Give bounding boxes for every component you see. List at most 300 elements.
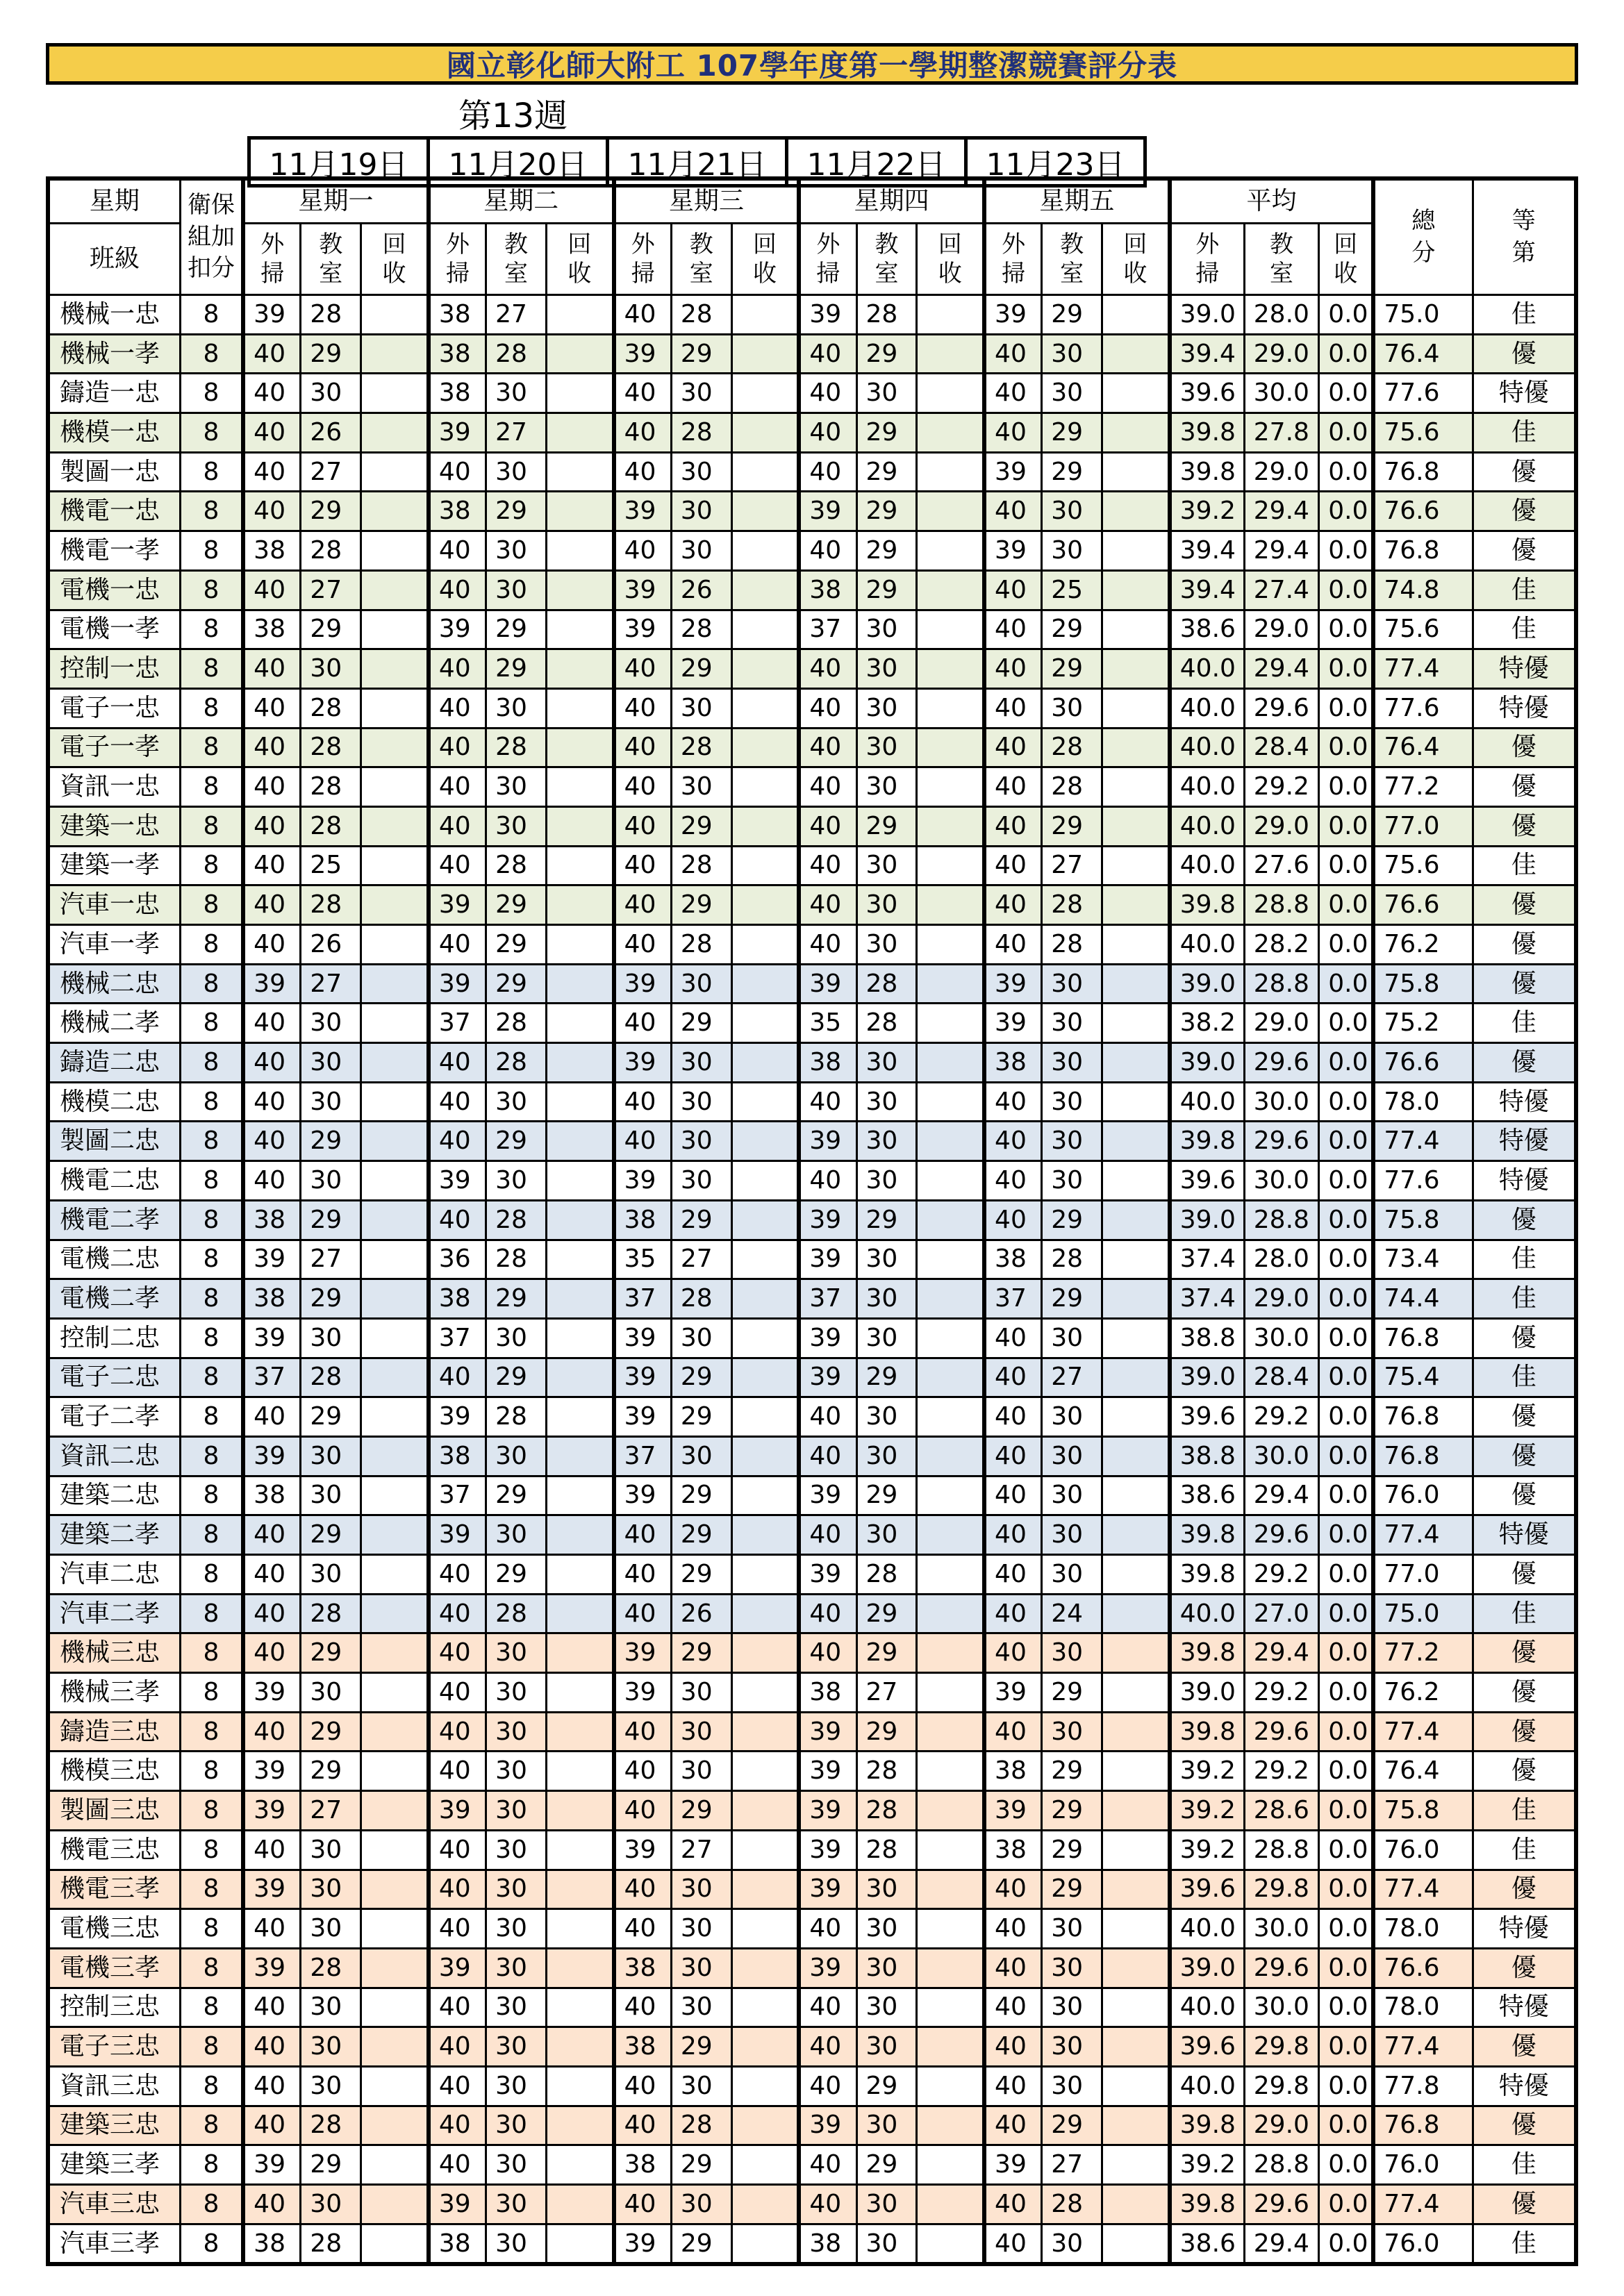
recycle-score-cell: [917, 1948, 984, 1988]
bonus-cell: 8: [180, 1752, 243, 1791]
avg-classroom-cell: 29.4: [1244, 492, 1319, 531]
recycle-score-cell: [917, 334, 984, 374]
grade-cell: 佳: [1473, 610, 1576, 649]
avg-classroom-cell: 30.0: [1244, 1909, 1319, 1949]
total-score-cell: 76.8: [1373, 2106, 1473, 2145]
total-score-cell: 76.4: [1373, 334, 1473, 374]
classroom-score-cell: 30: [856, 767, 917, 807]
classroom-score-cell: 28: [301, 688, 361, 728]
avg-outdoor-cell: 40.0: [1170, 1082, 1245, 1122]
recycle-score-cell: [1102, 1673, 1170, 1713]
avg-outdoor-cell: 39.8: [1170, 2106, 1245, 2145]
outdoor-score-cell: 38: [429, 2224, 486, 2264]
table-row: [48, 1791, 1576, 1831]
outdoor-score-cell: 37: [614, 1436, 672, 1476]
outdoor-score-cell: 38: [429, 334, 486, 374]
classroom-score-cell: 30: [671, 1712, 731, 1752]
recycle-score-cell: [361, 925, 429, 965]
outdoor-score-cell: 40: [614, 688, 672, 728]
outdoor-score-cell: 40: [429, 1633, 486, 1673]
recycle-score-cell: [917, 688, 984, 728]
outdoor-score-cell: 38: [429, 1279, 486, 1319]
outdoor-score-cell: 39: [984, 295, 1042, 335]
avg-recycle-cell: 0.0: [1319, 1436, 1374, 1476]
recycle-score-cell: [361, 964, 429, 1004]
grade-cell: 優: [1473, 1633, 1576, 1673]
avg-recycle-cell: 0.0: [1319, 728, 1374, 767]
classroom-score-cell: 29: [1042, 1200, 1102, 1240]
recycle-score-cell: [1102, 1397, 1170, 1437]
bonus-cell: 8: [180, 2224, 243, 2264]
outdoor-score-cell: 40: [614, 1909, 672, 1949]
avg-recycle-cell: 0.0: [1319, 1122, 1374, 1161]
table-row: [48, 570, 1576, 610]
outdoor-score-cell: 39: [984, 1791, 1042, 1831]
classroom-score-cell: 30: [486, 1909, 547, 1949]
class-name-cell: 機電二孝: [48, 1200, 180, 1240]
classroom-score-cell: 29: [856, 1594, 917, 1633]
avg-outdoor-cell: 38.8: [1170, 1436, 1245, 1476]
outdoor-score-cell: 39: [799, 1712, 856, 1752]
outdoor-score-cell: 40: [243, 1397, 301, 1437]
classroom-score-cell: 28: [671, 846, 731, 885]
class-name-cell: 機械一忠: [48, 295, 180, 335]
outdoor-score-cell: 40: [799, 374, 856, 413]
recycle-score-cell: [361, 610, 429, 649]
total-score-cell: 77.6: [1373, 1161, 1473, 1201]
outdoor-score-cell: 40: [429, 1988, 486, 2027]
classroom-score-cell: 29: [1042, 295, 1102, 335]
avg-outdoor-cell: 40.0: [1170, 925, 1245, 965]
outdoor-score-cell: 40: [429, 2145, 486, 2185]
outdoor-score-cell: 40: [429, 1712, 486, 1752]
class-name-cell: 機械二孝: [48, 1004, 180, 1043]
classroom-score-cell: 30: [856, 1240, 917, 1279]
avg-outdoor-cell: 40.0: [1170, 1988, 1245, 2027]
classroom-score-cell: 27: [301, 452, 361, 492]
recycle-score-cell: [361, 1830, 429, 1870]
classroom-score-cell: 27: [486, 413, 547, 453]
recycle-score-cell: [1102, 1476, 1170, 1515]
grade-cell: 特優: [1473, 2066, 1576, 2106]
classroom-score-cell: 30: [486, 1673, 547, 1713]
outdoor-score-cell: 39: [429, 2185, 486, 2224]
classroom-score-cell: 29: [671, 2027, 731, 2067]
outdoor-score-cell: 40: [799, 649, 856, 689]
outdoor-score-cell: 39: [984, 452, 1042, 492]
classroom-score-cell: 29: [856, 1712, 917, 1752]
classroom-score-cell: 29: [671, 2145, 731, 2185]
avg-recycle-cell: 0.0: [1319, 1673, 1374, 1713]
table-row: [48, 649, 1576, 689]
grade-cell: 優: [1473, 2106, 1576, 2145]
avg-classroom-cell: 28.8: [1244, 1200, 1319, 1240]
table-row: [48, 1200, 1576, 1240]
outdoor-clean-header: 外 掃: [1170, 224, 1245, 295]
recycle-score-cell: [361, 1633, 429, 1673]
table-row: [48, 767, 1576, 807]
bonus-cell: 8: [180, 1673, 243, 1713]
outdoor-score-cell: 39: [429, 1161, 486, 1201]
total-score-cell: 77.2: [1373, 1633, 1473, 1673]
recycle-score-cell: [917, 2066, 984, 2106]
avg-outdoor-cell: 39.0: [1170, 1200, 1245, 1240]
classroom-score-cell: 30: [1042, 1436, 1102, 1476]
avg-recycle-cell: 0.0: [1319, 1358, 1374, 1397]
classroom-score-cell: 29: [856, 1476, 917, 1515]
recycle-score-cell: [1102, 846, 1170, 885]
recycle-score-cell: [1102, 925, 1170, 965]
outdoor-score-cell: 39: [614, 1673, 672, 1713]
recycle-score-cell: [546, 925, 613, 965]
grade-cell: 優: [1473, 1397, 1576, 1437]
classroom-score-cell: 29: [671, 1791, 731, 1831]
classroom-score-cell: 30: [1042, 1318, 1102, 1358]
avg-classroom-cell: 28.4: [1244, 728, 1319, 767]
avg-classroom-cell: 29.2: [1244, 767, 1319, 807]
outdoor-score-cell: 40: [614, 1594, 672, 1633]
total-score-cell: 74.8: [1373, 570, 1473, 610]
recycle-score-cell: [546, 492, 613, 531]
outdoor-score-cell: 40: [799, 1909, 856, 1949]
outdoor-score-cell: 40: [429, 1673, 486, 1713]
outdoor-score-cell: 38: [614, 1200, 672, 1240]
outdoor-score-cell: 40: [614, 806, 672, 846]
classroom-score-cell: 26: [301, 413, 361, 453]
recycle-score-cell: [361, 1673, 429, 1713]
outdoor-score-cell: 40: [984, 1515, 1042, 1555]
classroom-score-cell: 30: [486, 2027, 547, 2067]
recycle-score-cell: [361, 1161, 429, 1201]
class-name-cell: 建築一忠: [48, 806, 180, 846]
classroom-score-cell: 29: [486, 925, 547, 965]
classroom-score-cell: 28: [671, 728, 731, 767]
grade-cell: 優: [1473, 728, 1576, 767]
day-header-mon: 星期一: [243, 178, 429, 224]
classroom-score-cell: 30: [671, 964, 731, 1004]
avg-classroom-cell: 29.6: [1244, 1515, 1319, 1555]
recycle-score-cell: [546, 2224, 613, 2264]
classroom-score-cell: 29: [301, 610, 361, 649]
classroom-score-cell: 30: [1042, 334, 1102, 374]
outdoor-score-cell: 40: [243, 1633, 301, 1673]
recycle-score-cell: [546, 1436, 613, 1476]
outdoor-score-cell: 40: [614, 2106, 672, 2145]
grade-header: 等 第: [1473, 178, 1576, 295]
recycle-score-cell: [731, 964, 799, 1004]
recycle-score-cell: [1102, 1318, 1170, 1358]
classroom-score-cell: 30: [671, 1043, 731, 1083]
recycle-score-cell: [546, 1318, 613, 1358]
outdoor-score-cell: 40: [984, 767, 1042, 807]
classroom-score-cell: 29: [671, 334, 731, 374]
avg-recycle-cell: 0.0: [1319, 452, 1374, 492]
table-row: [48, 728, 1576, 767]
outdoor-score-cell: 40: [799, 688, 856, 728]
recycle-score-cell: [361, 374, 429, 413]
avg-classroom-cell: 28.6: [1244, 1791, 1319, 1831]
bonus-cell: 8: [180, 334, 243, 374]
outdoor-score-cell: 40: [984, 1712, 1042, 1752]
classroom-score-cell: 27: [301, 570, 361, 610]
total-score-cell: 76.6: [1373, 492, 1473, 531]
recycle-score-cell: [731, 1752, 799, 1791]
grade-cell: 佳: [1473, 295, 1576, 335]
outdoor-score-cell: 39: [614, 492, 672, 531]
recycle-score-cell: [1102, 1830, 1170, 1870]
bonus-cell: 8: [180, 1712, 243, 1752]
recycle-score-cell: [1102, 1594, 1170, 1633]
recycle-score-cell: [361, 846, 429, 885]
recycle-score-cell: [917, 1476, 984, 1515]
classroom-score-cell: 30: [1042, 1004, 1102, 1043]
outdoor-score-cell: 39: [984, 1673, 1042, 1713]
bonus-cell: 8: [180, 1594, 243, 1633]
recycle-score-cell: [546, 1515, 613, 1555]
classroom-header: 教 室: [486, 224, 547, 295]
classroom-score-cell: 29: [1042, 649, 1102, 689]
outdoor-score-cell: 40: [799, 2185, 856, 2224]
class-name-cell: 建築二孝: [48, 1515, 180, 1555]
outdoor-score-cell: 40: [243, 570, 301, 610]
classroom-score-cell: 29: [671, 1476, 731, 1515]
outdoor-score-cell: 40: [243, 2027, 301, 2067]
outdoor-score-cell: 40: [243, 1988, 301, 2027]
outdoor-score-cell: 38: [614, 2027, 672, 2067]
outdoor-score-cell: 40: [614, 1122, 672, 1161]
avg-classroom-cell: 27.6: [1244, 846, 1319, 885]
outdoor-score-cell: 40: [799, 1633, 856, 1673]
avg-classroom-cell: 30.0: [1244, 1082, 1319, 1122]
outdoor-score-cell: 40: [243, 688, 301, 728]
outdoor-score-cell: 40: [984, 1909, 1042, 1949]
table-row: [48, 1476, 1576, 1515]
avg-classroom-cell: 29.6: [1244, 1948, 1319, 1988]
outdoor-score-cell: 39: [614, 1043, 672, 1083]
outdoor-score-cell: 38: [799, 2224, 856, 2264]
outdoor-score-cell: 38: [984, 1240, 1042, 1279]
avg-outdoor-cell: 38.6: [1170, 1476, 1245, 1515]
recycle-score-cell: [917, 1594, 984, 1633]
class-name-cell: 建築三孝: [48, 2145, 180, 2185]
avg-classroom-cell: 29.4: [1244, 531, 1319, 571]
bonus-cell: 8: [180, 846, 243, 885]
outdoor-score-cell: 39: [614, 610, 672, 649]
outdoor-score-cell: 40: [243, 925, 301, 965]
classroom-score-cell: 27: [671, 1240, 731, 1279]
recycle-score-cell: [917, 1122, 984, 1161]
table-row: [48, 1830, 1576, 1870]
avg-classroom-cell: 29.0: [1244, 610, 1319, 649]
total-score-cell: 76.8: [1373, 1397, 1473, 1437]
classroom-score-cell: 28: [856, 964, 917, 1004]
grade-cell: 優: [1473, 492, 1576, 531]
class-name-cell: 建築一孝: [48, 846, 180, 885]
outdoor-score-cell: 40: [799, 1397, 856, 1437]
day-header-tue: 星期二: [429, 178, 614, 224]
outdoor-score-cell: 40: [429, 1870, 486, 1909]
outdoor-score-cell: 38: [243, 610, 301, 649]
classroom-score-cell: 28: [1042, 767, 1102, 807]
outdoor-score-cell: 39: [429, 1515, 486, 1555]
total-header: 總 分: [1373, 178, 1473, 295]
classroom-score-cell: 28: [301, 295, 361, 335]
class-name-cell: 資訊三忠: [48, 2066, 180, 2106]
recycle-score-cell: [917, 2106, 984, 2145]
grade-cell: 優: [1473, 1436, 1576, 1476]
classroom-score-cell: 30: [486, 2145, 547, 2185]
recycle-score-cell: [361, 295, 429, 335]
bonus-cell: 8: [180, 1988, 243, 2027]
classroom-score-cell: 29: [1042, 1870, 1102, 1909]
outdoor-score-cell: 40: [243, 413, 301, 453]
avg-recycle-cell: 0.0: [1319, 846, 1374, 885]
classroom-score-cell: 28: [486, 334, 547, 374]
recycle-score-cell: [731, 452, 799, 492]
bonus-cell: 8: [180, 1279, 243, 1319]
outdoor-score-cell: 39: [243, 1436, 301, 1476]
recycle-score-cell: [546, 1988, 613, 2027]
bonus-cell: 8: [180, 452, 243, 492]
classroom-score-cell: 30: [856, 1122, 917, 1161]
outdoor-score-cell: 39: [429, 1397, 486, 1437]
grade-cell: 特優: [1473, 1515, 1576, 1555]
classroom-score-cell: 30: [1042, 1712, 1102, 1752]
outdoor-score-cell: 40: [243, 649, 301, 689]
avg-recycle-cell: 0.0: [1319, 806, 1374, 846]
class-name-cell: 汽車二孝: [48, 1594, 180, 1633]
recycle-score-cell: [361, 1594, 429, 1633]
class-name-cell: 製圖三忠: [48, 1791, 180, 1831]
outdoor-score-cell: 40: [614, 728, 672, 767]
total-score-cell: 74.4: [1373, 1279, 1473, 1319]
recycle-score-cell: [546, 1240, 613, 1279]
recycle-score-cell: [361, 1909, 429, 1949]
recycle-score-cell: [361, 413, 429, 453]
outdoor-score-cell: 39: [614, 1830, 672, 1870]
recycle-score-cell: [1102, 688, 1170, 728]
classroom-score-cell: 29: [1042, 610, 1102, 649]
avg-classroom-cell: 29.0: [1244, 334, 1319, 374]
recycle-header: 回 收: [1319, 224, 1374, 295]
classroom-score-cell: 29: [301, 1200, 361, 1240]
avg-outdoor-cell: 39.6: [1170, 1161, 1245, 1201]
avg-recycle-cell: 0.0: [1319, 2145, 1374, 2185]
classroom-score-cell: 26: [671, 1594, 731, 1633]
outdoor-score-cell: 40: [984, 610, 1042, 649]
outdoor-score-cell: 40: [429, 1594, 486, 1633]
recycle-score-cell: [731, 1397, 799, 1437]
recycle-score-cell: [361, 1043, 429, 1083]
recycle-score-cell: [731, 2027, 799, 2067]
table-row: [48, 2027, 1576, 2067]
outdoor-clean-header: 外 掃: [243, 224, 301, 295]
recycle-score-cell: [361, 2185, 429, 2224]
recycle-score-cell: [731, 885, 799, 925]
outdoor-score-cell: 40: [429, 1909, 486, 1949]
outdoor-score-cell: 39: [614, 2224, 672, 2264]
recycle-score-cell: [1102, 1870, 1170, 1909]
class-name-cell: 機電三忠: [48, 1830, 180, 1870]
table-row: [48, 2145, 1576, 2185]
class-name-cell: 製圖一忠: [48, 452, 180, 492]
recycle-score-cell: [361, 2106, 429, 2145]
bonus-cell: 8: [180, 1004, 243, 1043]
bonus-cell: 8: [180, 1909, 243, 1949]
avg-outdoor-cell: 40.0: [1170, 806, 1245, 846]
avg-outdoor-cell: 39.6: [1170, 1870, 1245, 1909]
grade-cell: 佳: [1473, 1791, 1576, 1831]
recycle-score-cell: [546, 688, 613, 728]
recycle-score-cell: [361, 1988, 429, 2027]
recycle-score-cell: [731, 374, 799, 413]
recycle-score-cell: [1102, 334, 1170, 374]
grade-cell: 優: [1473, 452, 1576, 492]
outdoor-clean-header: 外 掃: [984, 224, 1042, 295]
classroom-score-cell: 30: [301, 649, 361, 689]
recycle-score-cell: [731, 334, 799, 374]
avg-classroom-cell: 29.6: [1244, 2185, 1319, 2224]
recycle-score-cell: [361, 1791, 429, 1831]
classroom-score-cell: 28: [671, 2106, 731, 2145]
classroom-score-cell: 30: [856, 925, 917, 965]
avg-classroom-cell: 29.4: [1244, 1633, 1319, 1673]
outdoor-score-cell: 40: [984, 570, 1042, 610]
table-row: [48, 413, 1576, 453]
outdoor-score-cell: 40: [243, 1043, 301, 1083]
outdoor-score-cell: 40: [799, 846, 856, 885]
avg-outdoor-cell: 39.6: [1170, 374, 1245, 413]
outdoor-score-cell: 38: [984, 1752, 1042, 1791]
grade-cell: 優: [1473, 1870, 1576, 1909]
classroom-score-cell: 30: [856, 1279, 917, 1319]
classroom-score-cell: 30: [301, 1555, 361, 1595]
classroom-score-cell: 28: [486, 1240, 547, 1279]
total-score-cell: 75.2: [1373, 1004, 1473, 1043]
table-row: [48, 1673, 1576, 1713]
recycle-score-cell: [1102, 1043, 1170, 1083]
classroom-score-cell: 30: [856, 2185, 917, 2224]
classroom-score-cell: 30: [301, 374, 361, 413]
classroom-score-cell: 30: [301, 2066, 361, 2106]
table-row: [48, 1436, 1576, 1476]
table-row: [48, 1594, 1576, 1633]
avg-recycle-cell: 0.0: [1319, 1594, 1374, 1633]
grade-cell: 優: [1473, 964, 1576, 1004]
recycle-score-cell: [1102, 1161, 1170, 1201]
grade-cell: 優: [1473, 1948, 1576, 1988]
recycle-score-cell: [731, 1594, 799, 1633]
outdoor-score-cell: 40: [243, 767, 301, 807]
outdoor-score-cell: 40: [429, 728, 486, 767]
classroom-score-cell: 29: [856, 1358, 917, 1397]
classroom-score-cell: 30: [671, 1436, 731, 1476]
classroom-score-cell: 30: [1042, 964, 1102, 1004]
recycle-header: 回 收: [546, 224, 613, 295]
table-row: [48, 2106, 1576, 2145]
classroom-score-cell: 30: [671, 1122, 731, 1161]
outdoor-score-cell: 38: [614, 1948, 672, 1988]
outdoor-score-cell: 40: [614, 1791, 672, 1831]
classroom-score-cell: 30: [486, 2185, 547, 2224]
recycle-score-cell: [361, 1870, 429, 1909]
classroom-score-cell: 29: [486, 492, 547, 531]
recycle-score-cell: [731, 1988, 799, 2027]
classroom-score-cell: 30: [1042, 1555, 1102, 1595]
outdoor-score-cell: 40: [799, 1161, 856, 1201]
classroom-score-cell: 29: [671, 1004, 731, 1043]
recycle-score-cell: [361, 2027, 429, 2067]
